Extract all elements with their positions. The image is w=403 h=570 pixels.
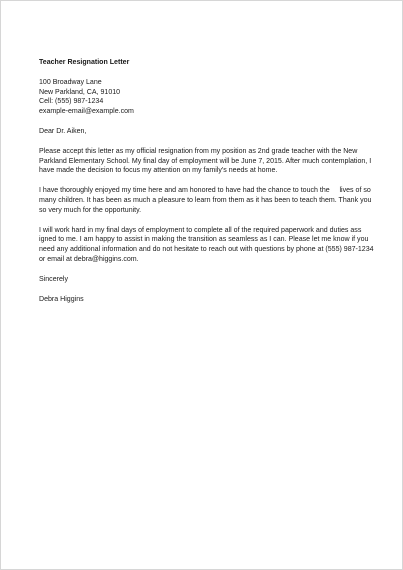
address-city: New Parkland, CA, 91010 <box>39 88 121 96</box>
paragraph-line: Parkland Elementary School. My final day of employment will be June 7, 2015. After much contemplation, I <box>39 157 372 165</box>
address-street: 100 Broadway Lane <box>39 78 102 86</box>
paragraph-3 <box>39 226 374 265</box>
signature-name: Debra Higgins <box>39 295 84 303</box>
letter-title: Teacher Resignation Letter <box>39 59 130 66</box>
paragraph-line: Please accept this letter as my official resignation from my position as 2nd grade teacher with the New <box>39 147 358 155</box>
paragraph-line: have made the decision to focus my attention on my family's needs at home. <box>39 167 278 175</box>
closing: Sincerely <box>39 275 68 283</box>
paragraph-2 <box>39 186 372 215</box>
salutation: Dear Dr. Aiken, <box>39 127 87 135</box>
paragraph-line: I will work hard in my final days of employment to complete all of the required paperwork and duties ass <box>39 226 362 234</box>
paragraph-line: I have thoroughly enjoyed my time here and am honored to have had the chance to touch the lives of so <box>39 187 371 195</box>
letter-body <box>39 58 374 304</box>
paragraph-1 <box>39 147 372 176</box>
sender-address <box>39 78 359 117</box>
address-email: example-email@example.com <box>39 108 134 116</box>
paragraph-line: so very much for the opportunity. <box>39 206 142 214</box>
paragraph-line: many children. It has been as much a pleasure to learn from them as it has been to teach them. Thank you <box>39 196 372 204</box>
paragraph-line: igned to me. I am happy to assist in making the transition as seamless as I can. Please let me know if you <box>39 236 369 244</box>
paragraph-line: or email at debra@higgins.com. <box>39 255 139 263</box>
address-phone: Cell: (555) 987-1234 <box>39 98 104 106</box>
paragraph-line: need any additional information and do not hesitate to reach out with questions by phone at (555) 987-1234 <box>39 246 374 254</box>
